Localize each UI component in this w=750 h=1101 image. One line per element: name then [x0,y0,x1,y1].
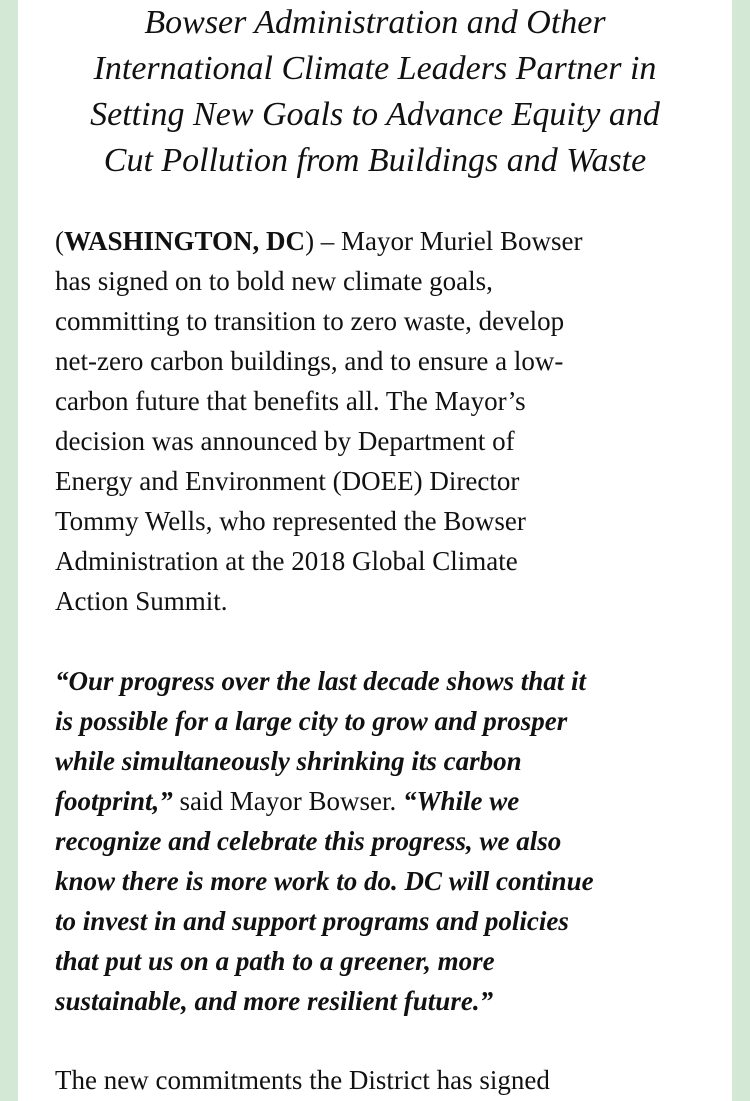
page-title [18,0,732,184]
lead-paragraph [55,221,705,621]
title-line: Cut Pollution from Buildings and Waste [103,142,647,179]
paragraph-line: Action Summit. [55,586,228,616]
quote-line: that put us on a path to a greener, more [55,946,495,976]
paragraph-line: has signed on to bold new climate goals, [55,266,493,296]
paragraph-line: committing to transition to zero waste, develop [55,306,565,336]
quote-attribution-line [55,781,705,821]
lead-first-line [55,221,705,261]
dateline: WASHINGTON, DC [64,226,306,256]
title-line: Setting New Goals to Advance Equity and [90,96,660,133]
paragraph-line: Administration at the 2018 Global Climate [55,546,518,576]
title-line: International Climate Leaders Partner in [93,50,657,87]
paragraph-line: decision was announced by Department of [55,426,515,456]
title-line: Bowser Administration and Other [144,4,606,41]
lead-first-line-text: ) – Mayor Muriel Bowser [305,226,583,256]
quote-line: sustainable, and more resilient future.” [55,986,494,1016]
closing-paragraph [55,1060,705,1100]
press-release-page [18,0,732,1101]
quote-line: while simultaneously shrinking its carbon [55,746,522,776]
paragraph-line: The new commitments the District has signed [55,1065,550,1095]
quote-segment: footprint,” [55,786,173,816]
quote-line: know there is more work to do. DC will continue [55,866,594,896]
quote-line: recognize and celebrate this progress, we also [55,826,562,856]
quote-segment: “While we [403,786,520,816]
paragraph-line: Energy and Environment (DOEE) Director [55,466,520,496]
quote-line: is possible for a large city to grow and prosper [55,706,568,736]
quote-line: to invest in and support programs and policies [55,906,569,936]
paragraph-line: Tommy Wells, who represented the Bowser [55,506,526,536]
attribution: said Mayor Bowser. [172,786,404,816]
open-paren: ( [55,226,64,256]
quote-paragraph [55,661,705,1021]
paragraph-line: net-zero carbon buildings, and to ensure a low- [55,346,564,376]
paragraph-line: carbon future that benefits all. The Mayor’s [55,386,526,416]
quote-line: “Our progress over the last decade shows that it [55,666,587,696]
